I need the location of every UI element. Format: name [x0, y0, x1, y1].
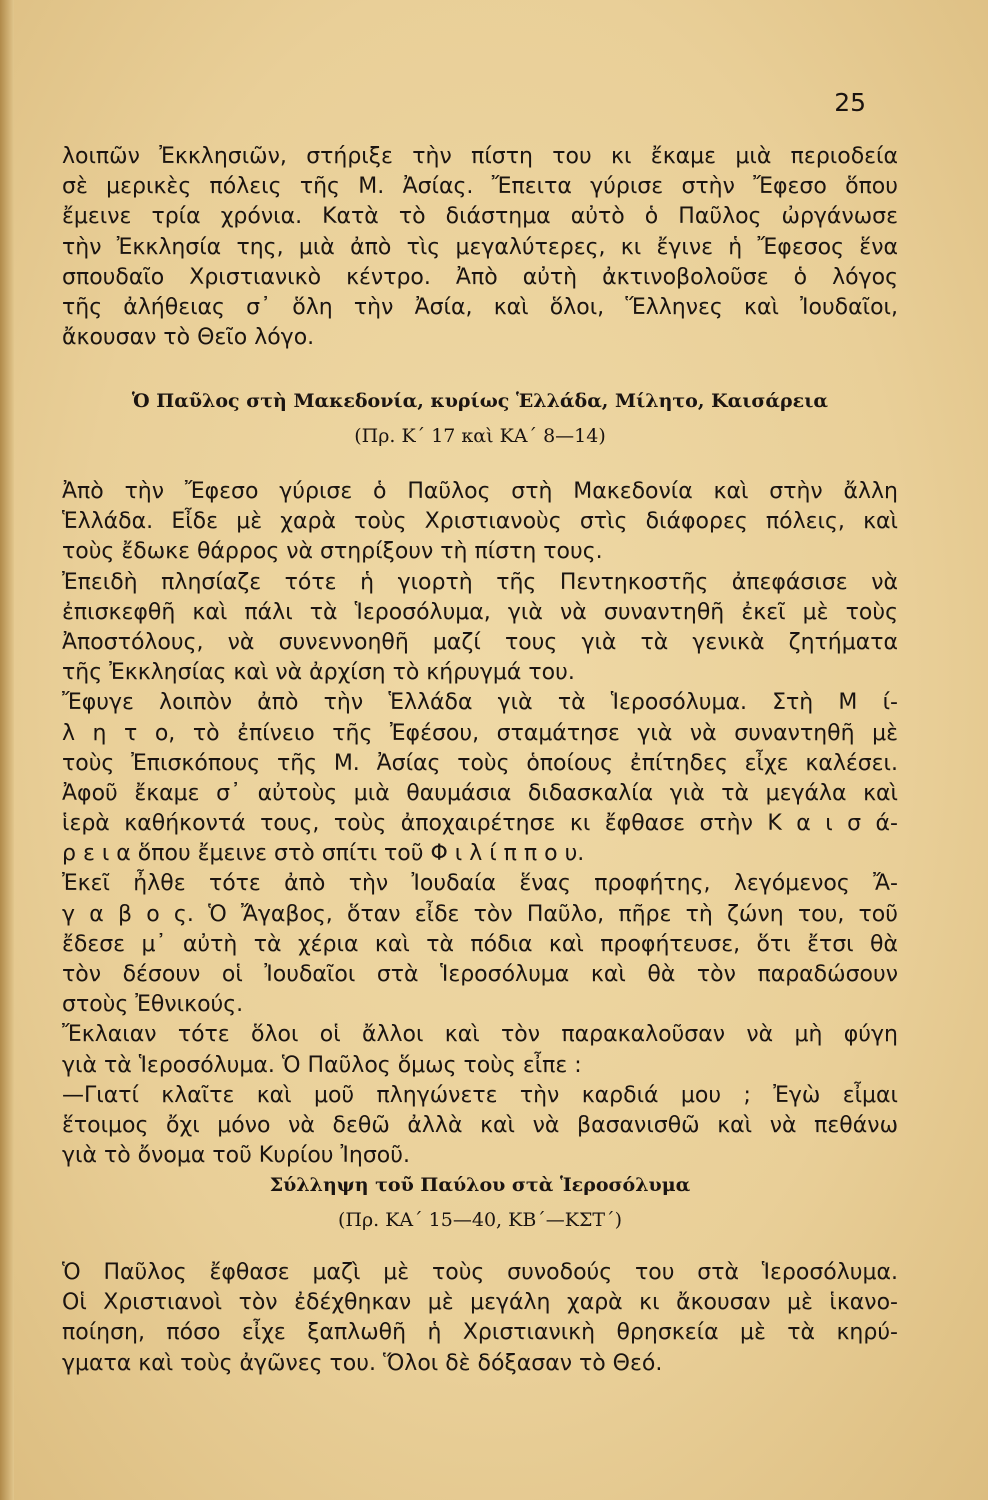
text-line: ἕτοιμος ὄχι μόνο νὰ δεθῶ ἀλλὰ καὶ νὰ βασανισθῶ καὶ νὰ πεθάνω: [62, 1112, 898, 1138]
text-line: Ἐκεῖ ἦλθε τότε ἀπὸ τὴν Ἰουδαία ἕνας προφήτης, λεγόμενος Ἄ-: [62, 871, 898, 897]
text-line: στοὺς Ἐθνικούς.: [62, 992, 244, 1018]
text-line: ρ ε ι α ὅπου ἔμεινε στὸ σπίτι τοῦ Φ ι λ ί π π ο υ.: [62, 841, 585, 867]
text-line: Οἱ Χριστιανοὶ τὸν ἐδέχθηκαν μὲ μεγάλη χαρὰ κι ἄκουσαν μὲ ἱκανο-: [62, 1290, 898, 1316]
text-line: Ἀποστόλους, νὰ συνεννοηθῆ μαζί τους γιὰ τὰ γενικὰ ζητήματα: [62, 629, 898, 655]
text-line: γματα καὶ τοὺς ἀγῶνες του. Ὅλοι δὲ δόξασαν τὸ Θεό.: [62, 1350, 663, 1376]
text-line: Ἑλλάδα. Εἶδε μὲ χαρὰ τοὺς Χριστιανοὺς στὶς διάφορες πόλεις, καὶ: [62, 509, 898, 535]
text-line: ἱερὰ καθήκοντά τους, τοὺς ἀποχαιρέτησε κι ἔφθασε στὴν Κ α ι σ ά-: [62, 811, 898, 837]
text-line: τὸν δέσουν οἱ Ἰουδαῖοι στὰ Ἱεροσόλυμα καὶ θὰ τὸν παραδώσουν: [62, 962, 898, 987]
text-line: Ἔκλαιαν τότε ὅλοι οἱ ἄλλοι καὶ τὸν παρακαλοῦσαν νὰ μὴ φύγη: [62, 1022, 898, 1048]
text-line: τοὺς ἔδωκε θάρρος νὰ στηρίξουν τὴ πίστη τους.: [62, 539, 603, 565]
text-line: ἔμεινε τρία χρόνια. Κατὰ τὸ διάστημα αὐτὸ ὁ Παῦλος ὠργάνωσε: [62, 204, 898, 230]
text-line: —Γιατί κλαῖτε καὶ μοῦ πληγώνετε τὴν καρδιά μου ; Ἐγὼ εἶμαι: [62, 1082, 898, 1108]
page-number: 25: [834, 88, 866, 117]
text-line: ποίηση, πόσο εἶχε ξαπλωθῆ ἡ Χριστιανικὴ θρησκεία μὲ τὰ κηρύ-: [62, 1320, 898, 1346]
text-line: τὴν Ἐκκλησία της, μιὰ ἀπὸ τὶς μεγαλύτερες, κι ἔγινε ἡ Ἔφεσος ἕνα: [62, 234, 898, 260]
text-line: τοὺς Ἐπισκόπους τῆς Μ. Ἀσίας τοὺς ὁποίους ἐπίτηδες εἶχε καλέσει.: [62, 750, 898, 776]
text-line: τῆς ἀλήθειας σ᾿ ὅλη τὴν Ἀσία, καὶ ὅλοι, Ἕλληνες καὶ Ἰουδαῖοι,: [62, 294, 898, 320]
text-line: λοιπῶν Ἐκκλησιῶν, στήριξε τὴν πίστη του κι ἔκαμε μιὰ περιοδεία: [62, 144, 898, 169]
section-reference-1: (Πρ. Κ΄ 17 καὶ ΚΑ΄ 8—14): [354, 425, 606, 447]
text-line: ἐπισκεφθῆ καὶ πάλι τὰ Ἱεροσόλυμα, γιὰ νὰ συναντηθῆ ἐκεῖ μὲ τοὺς: [62, 599, 898, 625]
text-line: τῆς Ἐκκλησίας καὶ νὰ ἀρχίση τὸ κήρυγμά του.: [62, 660, 575, 686]
page-spine-shadow: [0, 0, 14, 1500]
section-heading-2: Σύλληψη τοῦ Παύλου στὰ Ἱεροσόλυμα: [269, 1174, 691, 1196]
text-line: γιὰ τὰ Ἱεροσόλυμα. Ὁ Παῦλος ὅμως τοὺς εἶπε :: [62, 1052, 582, 1078]
text-line: Ἐπειδὴ πλησίαζε τότε ἡ γιορτὴ τῆς Πεντηκοστῆς ἀπεφάσισε νὰ: [62, 569, 898, 595]
paragraph-block-3: [62, 1258, 898, 1379]
text-line: Ἔφυγε λοιπὸν ἀπὸ τὴν Ἑλλάδα γιὰ τὰ Ἱεροσόλυμα. Στὴ Μ ί-: [62, 690, 898, 716]
text-line: ἔδεσε μ᾿ αὐτὴ τὰ χέρια καὶ τὰ πόδια καὶ προφήτευσε, ὅτι ἔτσι θὰ: [62, 931, 898, 957]
text-line: ἄκουσαν τὸ Θεῖο λόγο.: [62, 325, 315, 351]
text-line: γ α β ο ς. Ὁ Ἄγαβος, ὅταν εἶδε τὸν Παῦλο, πῆρε τὴ ζώνη του, τοῦ: [62, 901, 898, 927]
text-line: Ἀφοῦ ἔκαμε σ᾿ αὐτοὺς μιὰ θαυμάσια διδασκαλία γιὰ τὰ μεγάλα καὶ: [62, 780, 898, 806]
text-line: Ἀπὸ τὴν Ἔφεσο γύρισε ὁ Παῦλος στὴ Μακεδονία καὶ στὴν ἄλλη: [62, 479, 898, 504]
section-reference-2: (Πρ. ΚΑ΄ 15—40, ΚΒ΄—ΚΣΤ΄): [338, 1209, 622, 1231]
text-line: λ η τ ο, τὸ ἐπίνειο τῆς Ἐφέσου, σταμάτησε γιὰ νὰ συναντηθῆ μὲ: [62, 720, 898, 746]
paragraph-block-2: [62, 477, 898, 1171]
paragraph-block-1: [62, 142, 898, 353]
section-heading-1: Ὁ Παῦλος στὴ Μακεδονία, κυρίως Ἑλλάδα, Μίλητο, Καισάρεια: [131, 390, 829, 412]
text-line: σὲ μερικὲς πόλεις τῆς Μ. Ἀσίας. Ἔπειτα γύρισε στὴν Ἔφεσο ὅπου: [62, 174, 898, 200]
text-line: Ὁ Παῦλος ἔφθασε μαζὶ μὲ τοὺς συνοδούς του στὰ Ἱεροσόλυμα.: [62, 1260, 898, 1285]
text-line: γιὰ τὸ ὄνομα τοῦ Κυρίου Ἰησοῦ.: [62, 1143, 410, 1169]
text-line: σπουδαῖο Χριστιανικὸ κέντρο. Ἀπὸ αὐτὴ ἀκτινοβολοῦσε ὁ λόγος: [62, 264, 898, 290]
